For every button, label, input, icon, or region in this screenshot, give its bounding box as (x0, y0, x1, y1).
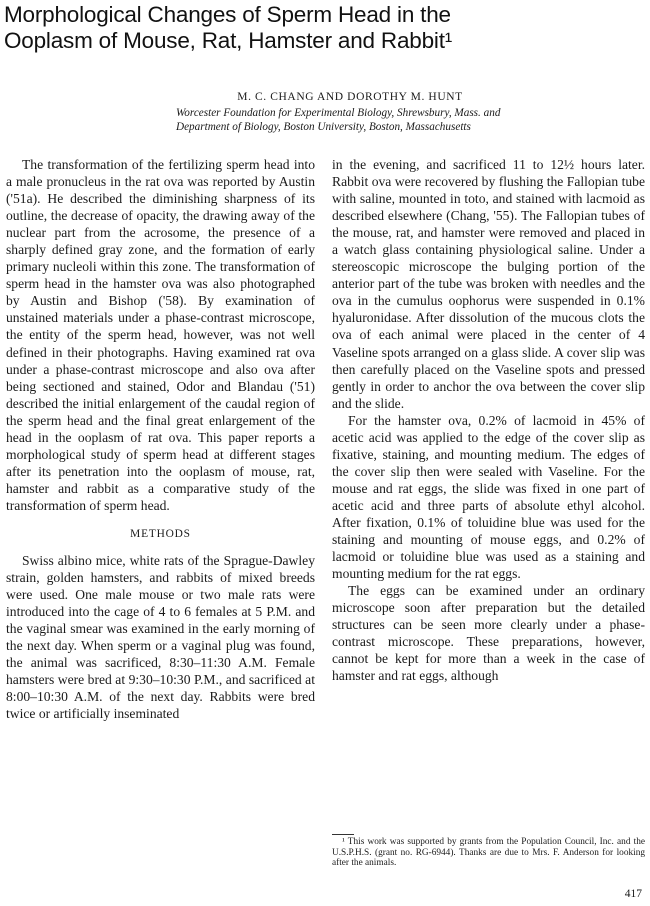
affiliation-line-2: Department of Biology, Boston University, Boston, Massachusetts (176, 121, 471, 133)
page-number: 417 (624, 888, 642, 900)
right-column (332, 156, 645, 684)
methods-heading: METHODS (130, 527, 191, 540)
affiliation (176, 106, 646, 134)
title-line-1: Morphological Changes of Sperm Head in the (4, 2, 451, 27)
hamster-ova-paragraph: For the hamster ova, 0.2% of lacmoid in 45% of acetic acid was applied to the edge of the cover slip as fixative, staining, and mounting medium. The edges of the cover slip then were sealed with Vaseline. For the mouse and rat eggs, the slide was fixed in one part of acetic acid and three parts of absolute ethyl alcohol. After fixation, 0.1% of toluidine blue was used for the staining and mounting of mouse eggs, and 0.2% of lacmoid or toluidine blue was used as a staining and mounting medium for the rat eggs. (332, 412, 645, 582)
footnote: ¹ This work was supported by grants from the Population Council, Inc. and the U.S.P.H.S. (grant no. RG-6944). Thanks are due to Mrs. F. Anderson for looking after the animals. (332, 837, 645, 869)
left-column (6, 156, 315, 723)
methods-paragraph: Swiss albino mice, white rats of the Sprague-Dawley strain, golden hamsters, and rabbits of mixed breeds were used. One male mouse or two male rats were introduced into the cage of 4 to 6 females at 5 P.M. and the vaginal smear was examined in the early morning of the next day. When sperm or a vaginal plug was found, the animal was sacrificed, 8:30–11:30 A.M. Female hamsters were bred at 9:30–10:30 P.M., and sacrificed at 8:00–10:30 A.M. of the next day. Rabbits were bred twice or artificially inseminated (6, 553, 315, 722)
continuation-paragraph: in the evening, and sacrificed 11 to 12½ hours later. Rabbit ova were recovered by flushing the Fallopian tube with saline, mounted in toto, and stained with lacmoid as described elsewhere (Chang, '55). The Fallopian tubes of the mouse, rat, and hamster were removed and placed in a watch glass containing physiological saline. Under a stereoscopic microscope the bulging portion of the anterior part of the tube was broken with needles and the ova in the cumulus oophorus were suspended in 0.1% hyaluronidase. After dissolution of the mucous clots the ova of each animal were placed in the center of 4 Vaseline spots arranged on a glass slide. A cover slip was then carefully placed on the Vaseline spots and pressed gently in order to anchor the ova between the cover slip and the slide. (332, 157, 645, 411)
affiliation-line-1: Worcester Foundation for Experimental Biology, Shrewsbury, Mass. and (176, 107, 501, 119)
paper-title (4, 2, 644, 54)
examination-paragraph: The eggs can be examined under an ordinary microscope soon after preparation but the detailed structures can be seen more clearly under a phase-contrast microscope. These preparations, however, cannot be kept for more than a week in the case of hamster and rat eggs, although (332, 583, 645, 684)
authors: M. C. CHANG AND DOROTHY M. HUNT (237, 91, 463, 103)
title-line-2: Ooplasm of Mouse, Rat, Hamster and Rabbit¹ (4, 28, 453, 53)
intro-paragraph: The transformation of the fertilizing sperm head into a male pronucleus in the rat ova was reported by Austin ('51a). He described the diminishing sharpness of its outline, the decrease of opacity, the drawing away of the nuclear part from the acrosome, the presence of a sharply defined gray zone, and the formation of early primary nucleoli within this zone. The transformation of sperm head in the hamster ova was also photographed by Austin and Bishop ('58). By examination of unstained materials under a phase-contrast microscope, the entity of the sperm head, however, was not well defined in their photographs. Having examined rat ova under a phase-contrast microscope and also ova after being sectioned and stained, Odor and Blandau ('51) described the initial enlargement of the caudal region of the sperm head and the final great enlargement of the head in the ooplasm of rat ova. This paper reports a morphological study of sperm head at different stages after its penetration into the ooplasm of mouse, rat, hamster and rabbit as a comparative study of the transformation of sperm head. (6, 157, 315, 513)
footnote-rule (332, 834, 354, 835)
